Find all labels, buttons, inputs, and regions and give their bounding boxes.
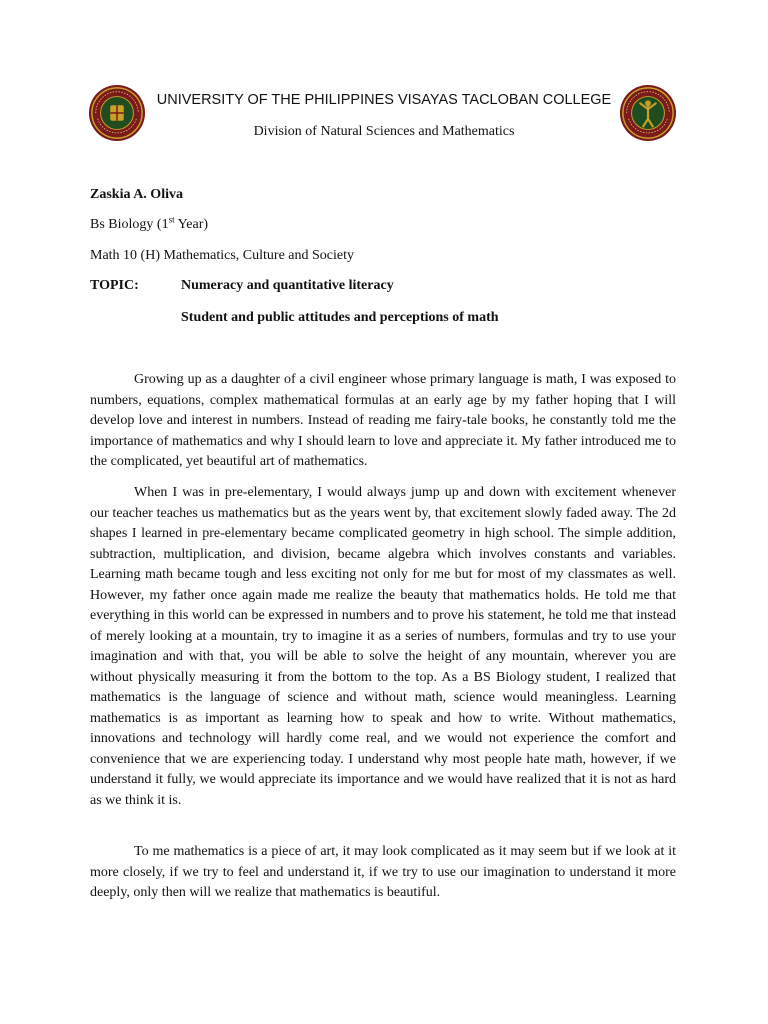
body-paragraph: Growing up as a daughter of a civil engineer whose primary language is math, I was exposed to numbers, equations, complex mathematical formulas at an early age by my father hoping that I will develop love and interest in numbers. Instead of reading me fairy-tale books, he constantly told me the importance of mathematics and why I should learn to love and appreciate it. My father introduced me to the complicated, yet beautiful art of mathematics. — [90, 372, 676, 469]
university-name: UNIVERSITY OF THE PHILIPPINES VISAYAS TACLOBAN COLLEGE — [156, 92, 612, 108]
topic-label: TOPIC: — [90, 278, 139, 293]
upv-seal-icon — [619, 84, 677, 142]
topic-item: Student and public attitudes and perceptions of math — [181, 310, 499, 325]
course-name: Math 10 (H) Mathematics, Culture and Society — [90, 248, 354, 263]
division-name: Division of Natural Sciences and Mathematics — [253, 124, 515, 139]
body-paragraph: When I was in pre-elementary, I would always jump up and down with excitement whenever our teacher teaches us mathematics but as the years went by, that excitement slowly faded away. The 2d shapes I learned in pre-elementary became complicated geometry in high school. The simple addition, subtraction, multiplication, and division, became algebra which involves constants and variables. Learning math became tough and less exciting not only for me but for most of my classmates as well. However, my father once again made me realize the beauty that mathematics holds. He told me that everything in this world can be expressed in numbers and to prove his statement, he told me that instead of merely looking at a mountain, try to imagine it as a series of numbers, formulas and try to use your imagination and with that, you will be able to solve the height of any mountain, wherever you are without physically measuring it from the bottom to the top. As a BS Biology student, I realized that mathematics is the language of science and without math, science would meaningless. Learning mathematics is as important as learning how to speak and how to write. Without mathematics, innovations and technology will hardly come real, and we would not experience the comfort and convenience that we are experiencing today. I understand why most people hate math, however, if we understand it fully, we would appreciate its importance and we would have realized that it is not as hard as we think it is. — [90, 485, 676, 808]
topic-item: Numeracy and quantitative literacy — [181, 278, 394, 293]
author-name: Zaskia A. Oliva — [90, 187, 183, 202]
up-seal-icon — [88, 84, 146, 142]
body-paragraph: To me mathematics is a piece of art, it may look complicated as it may seem but if we look at it more closely, if we try to feel and understand it, if we try to use our imagination to understand it more deeply, only then will we realize that mathematics is beautiful. — [90, 844, 676, 900]
author-program: Bs Biology (1st Year) — [90, 214, 209, 232]
